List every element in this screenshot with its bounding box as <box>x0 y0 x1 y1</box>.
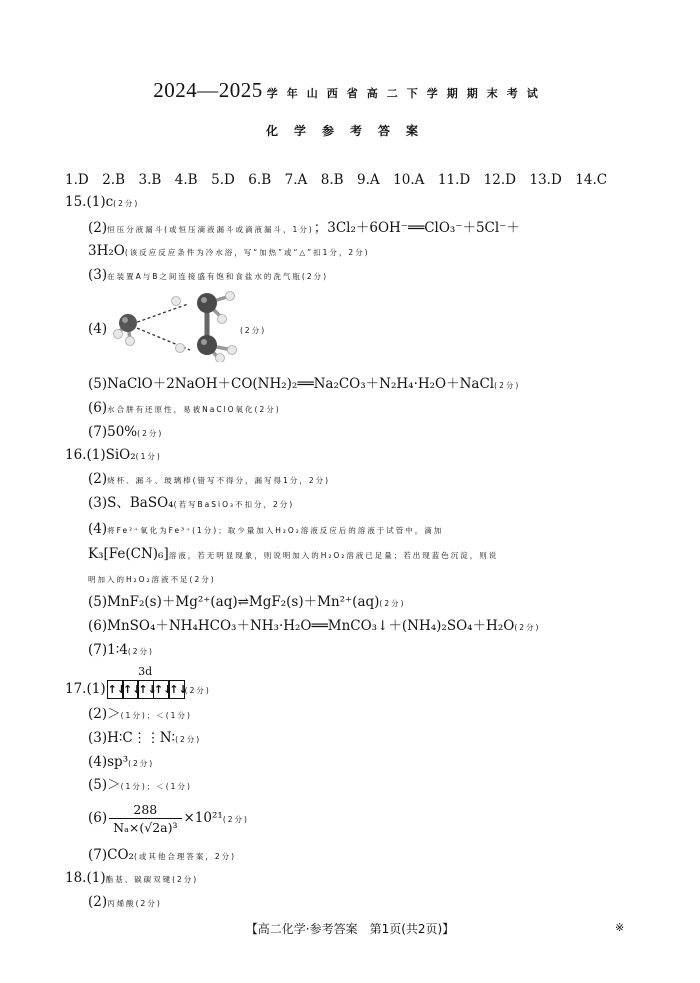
q15-equation-5: (5)NaClO＋2NaOH＋CO(NH₂)₂══Na₂CO₃＋N₂H₄·H₂O＋NaCl <box>88 376 495 392</box>
n-atom-upper <box>197 293 217 313</box>
q16-line1 <box>65 446 162 466</box>
q18-note-2: 丙烯酸(2分) <box>107 899 162 908</box>
orbital-box: ↑↓ <box>153 680 170 699</box>
q16-note-4: 将Fe²⁺氧化为Fe³⁺(1分)；取少量加入H₂O₂溶液反应后的溶液于试管中，滴加 <box>107 526 444 535</box>
q15-answer-1: (1)c <box>86 194 114 210</box>
h-atom <box>176 344 185 353</box>
q16-number: 16. <box>65 447 87 463</box>
title-exam: 学年山西省高二下学期期末考试 <box>266 87 547 100</box>
q15-label-6: (6) <box>88 400 108 416</box>
q17-line6 <box>88 801 249 837</box>
fraction-numerator: 288 <box>109 802 181 819</box>
orbital-diagram <box>107 665 188 699</box>
h-atom <box>218 315 227 324</box>
n-atom-lower <box>197 335 217 355</box>
q17-score-3: (2分) <box>175 735 202 744</box>
q16-answer-3: (3)S、BaSO₄ <box>88 495 174 511</box>
q15-score-4-text: (2分) <box>240 326 267 335</box>
q17-answer-7: (7)CO₂ <box>88 847 134 863</box>
q16-reagent-4: K₃[Fe(CN)₆] <box>88 546 169 562</box>
title-year: 2024—2025 <box>153 78 263 102</box>
h-atom <box>228 346 237 355</box>
molecule-figure <box>110 290 240 362</box>
orbital-box: ↑↓ <box>107 680 124 699</box>
q17-line1 <box>65 665 211 700</box>
q15-line5 <box>88 375 520 395</box>
q17-score-7: (或其他合理答案，2分) <box>133 852 237 861</box>
h-atom <box>216 354 225 363</box>
q18-line2 <box>88 893 162 913</box>
q17-score-1: (2分) <box>184 686 211 695</box>
q17-answer-3: (3)H∶C⋮⋮N∶ <box>88 730 176 746</box>
q15-equation-2b: 3H₂O <box>88 243 125 259</box>
q16-score-5: (2分) <box>379 599 406 608</box>
q17-line5 <box>88 776 192 796</box>
q15-line7 <box>88 423 163 443</box>
q16-score-1: (1分) <box>135 452 162 461</box>
page-subtitle: 化学参考答案 <box>265 124 434 138</box>
q17-factor-6: ×10²¹ <box>183 810 223 826</box>
orbital-label: 3d <box>138 665 153 678</box>
q15-score-1: (2分) <box>113 199 140 208</box>
q16-line4b <box>88 545 498 565</box>
q17-score-4: (2分) <box>128 759 155 768</box>
q16-line7 <box>88 641 154 661</box>
q16-line2 <box>88 470 330 490</box>
orbital-box: ↑↓ <box>137 680 154 699</box>
q18-number: 18. <box>65 870 87 886</box>
h-atom <box>114 330 123 339</box>
q17-answer-2: (2)＞ <box>88 706 121 722</box>
q17-label-1: (1) <box>86 681 106 697</box>
q18-label-1: (1) <box>86 870 106 886</box>
h-atom <box>226 292 235 301</box>
q16-line3 <box>88 494 294 514</box>
q18-label-2: (2) <box>88 894 108 910</box>
q15-line6 <box>88 399 281 419</box>
q16-answer-7: (7)1∶4 <box>88 642 128 658</box>
q15-score-4 <box>240 320 266 340</box>
q17-answer-4: (4)sp³ <box>88 754 129 770</box>
q16-line4 <box>88 520 443 540</box>
q17-line2 <box>88 705 192 725</box>
h-atom <box>172 297 181 306</box>
o-atom-highlight <box>122 317 128 323</box>
q16-label-4: (4) <box>88 521 108 537</box>
q17-score-6: (2分) <box>222 815 249 824</box>
q15-number: 15. <box>65 194 87 210</box>
h-atom <box>126 337 135 346</box>
q16-line5 <box>88 593 406 613</box>
density-fraction <box>109 802 181 836</box>
q15-score-5: (2分) <box>494 381 521 390</box>
q16-note-4c: 明加入的H₂O₂溶液不足(2分) <box>88 575 216 584</box>
q17-line7 <box>88 846 236 866</box>
q17-label-6: (6) <box>88 810 108 826</box>
page-title <box>0 78 700 103</box>
q16-equation-6: (6)MnSO₄＋NH₄HCO₃＋NH₃·H₂O══MnCO₃↓＋(NH₄)₂SO₄＋H₂O <box>88 618 515 634</box>
q16-label-2: (2) <box>88 471 108 487</box>
q17-answer-5: (5)＞ <box>88 777 121 793</box>
q15-line2 <box>88 219 520 239</box>
q17-number: 17. <box>65 681 87 697</box>
q16-line4c <box>88 569 216 589</box>
q16-note-2: 烧杯、漏斗、玻璃棒(错写不得分，漏写得1分，2分) <box>107 476 331 485</box>
q15-label-4: (4) <box>88 321 108 337</box>
n-atom-highlight <box>201 297 207 303</box>
orbital-box: ↑↓ <box>122 680 139 699</box>
q15-line3 <box>88 266 328 286</box>
q17-line4 <box>88 753 154 773</box>
fraction-denominator: Nₐ×(√2a)³ <box>113 819 178 835</box>
choice-answers: 1.D 2.B 3.B 4.B 5.D 6.B 7.A 8.B 9.A 10.A 11.D 12.D 13.D 14.C <box>65 172 608 188</box>
q15-note-6: 水合肼有还原性，易被NaClO氧化(2分) <box>107 405 281 414</box>
q16-note-4b: 溶液，若无明显现象，则说明加入的H₂O₂溶液已足量；若出现蓝色沉淀，则说 <box>168 551 499 560</box>
q15-answer-7: (7)50% <box>88 424 138 440</box>
q15-note-2: 恒压分液漏斗(或恒压滴液漏斗或滴液漏斗，1分) <box>107 225 314 234</box>
page-footer: 【高二化学·参考答案 第1页(共2页)】 <box>245 922 455 936</box>
q15-label-2: (2) <box>88 220 108 236</box>
q18-line1 <box>65 869 198 889</box>
q16-note-3: (若写BaSiO₃不扣分，2分) <box>173 500 295 509</box>
q16-line6 <box>88 617 540 637</box>
q17-score-2: (1分)；＜(1分) <box>120 711 192 720</box>
q15-equation-2: ；3Cl₂＋6OH⁻══ClO₃⁻＋5Cl⁻＋ <box>313 220 520 236</box>
q17-line3 <box>88 729 201 749</box>
q15-score-7: (2分) <box>137 429 164 438</box>
n-atom-highlight <box>201 339 207 345</box>
q16-answer-1: (1)SiO₂ <box>86 447 136 463</box>
q15-note-3: 在装置A与B之间连接盛有饱和食盐水的洗气瓶(2分) <box>107 272 329 281</box>
hydrogen-bond-upper <box>132 304 188 324</box>
o-atom <box>119 314 137 332</box>
q15-note-2b: (该反应反应条件为冷水浴，写“加热”或“△”扣1分，2分) <box>124 248 370 257</box>
corner-mark: ※ <box>615 921 625 934</box>
q15-line1 <box>65 193 139 213</box>
q16-equation-5: (5)MnF₂(s)＋Mg²⁺(aq)⇌MgF₂(s)＋Mn²⁺(aq) <box>88 594 380 610</box>
q16-score-6: (2分) <box>514 623 541 632</box>
q16-score-7: (2分) <box>127 647 154 656</box>
q17-score-5: (1分)；＜(1分) <box>120 782 192 791</box>
q15-label-3: (3) <box>88 267 108 283</box>
q15-line2b <box>88 242 370 262</box>
orbital-box: ↑↓ <box>168 680 185 699</box>
q18-note-1: 酯基、碳碳双键(2分) <box>105 875 199 884</box>
